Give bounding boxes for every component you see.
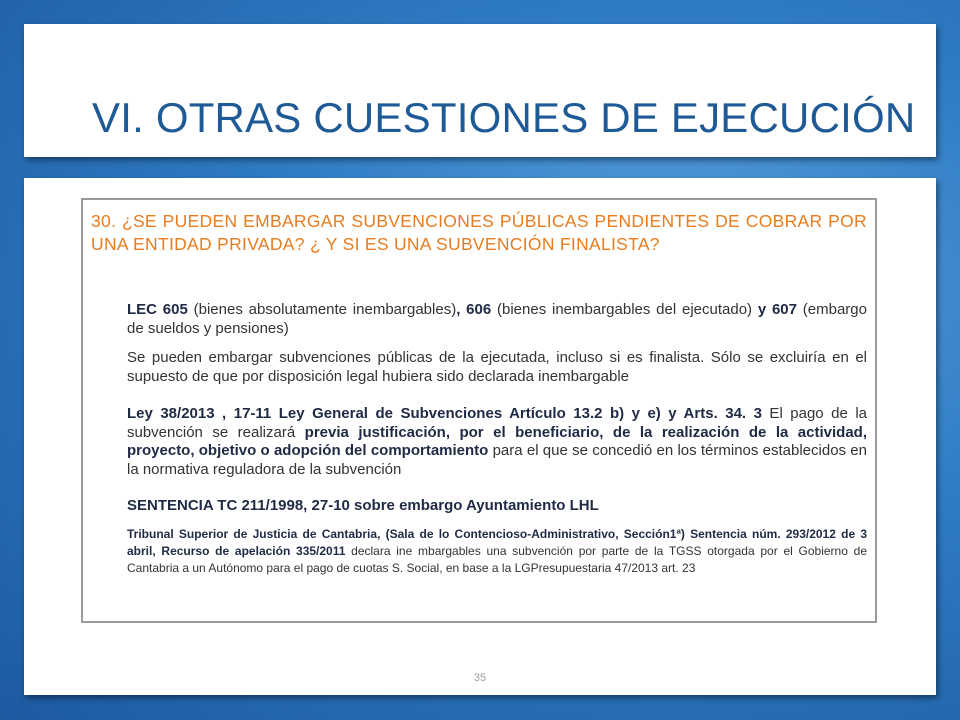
- tsj-bold: Tribunal Superior de Justicia de Cantabria, (Sala de lo Contencioso-Administrativo, Sección1ª) Sentencia núm. 293/2012 de 3 abril, Recurso de apelación 335/2011: [127, 527, 867, 558]
- slide-number: 35: [473, 672, 487, 684]
- sentencia-tc-bold: SENTENCIA TC 211/1998, 27-10 sobre embargo Ayuntamiento LHL: [127, 497, 599, 514]
- finalista-paragraph: Se pueden embargar subvenciones públicas de la ejecutada, incluso si es finalista. Sólo se excluiría en el supuesto de que por disposición legal hubiera sido declarada inembargable: [127, 349, 867, 385]
- slide-title: VI. OTRAS CUESTIONES DE EJECUCIÓN: [92, 94, 916, 141]
- tsj-text: declara ine mbargables una subvención por parte de la TGSS otorgada por el Gobierno de Cantabria a un Autónomo para el pago de cuotas S. Social, en base a la LGPresupuestaria 47/2013 art. 23: [127, 544, 867, 575]
- sentencia-tc-paragraph: [127, 497, 867, 516]
- ley-text-1: El pago de la subvención se realizará: [127, 405, 867, 441]
- ley-bold-1: Ley 38/2013 , 17-11 Ley General de Subvenciones Artículo 13.2 b) y e) y Arts. 34. 3: [127, 405, 762, 422]
- lec-bold-1: LEC 605: [127, 301, 188, 318]
- lec-text-1: (bienes absolutamente inembargables): [187, 301, 457, 318]
- tsj-paragraph: [127, 526, 867, 577]
- lec-bold-3: y 607: [757, 301, 797, 318]
- lec-text-2: (bienes inembargables del ejecutado): [491, 301, 758, 318]
- lec-text-3: (embargo de sueldos y pensiones): [127, 301, 867, 337]
- lec-paragraph: [127, 301, 867, 338]
- lec-bold-2: , 606: [456, 301, 492, 318]
- content-box: [24, 178, 936, 695]
- ley-bold-2: previa justificación, por el beneficiario, de la realización de la actividad, proyecto, objetivo o adopción del comportamiento: [127, 423, 867, 459]
- ley-text-2: para el que se concedió en los términos establecidos en la normativa reguladora de la subvención: [127, 442, 867, 478]
- question-heading: 30. ¿SE PUEDEN EMBARGAR SUBVENCIONES PÚBLICAS PENDIENTES DE COBRAR POR UNA ENTIDAD PRIVADA? ¿ Y SI ES UNA SUBVENCIÓN FINALISTA?: [91, 211, 867, 254]
- title-box: [24, 24, 936, 157]
- content-panel: [81, 198, 877, 623]
- ley-paragraph: [127, 405, 867, 479]
